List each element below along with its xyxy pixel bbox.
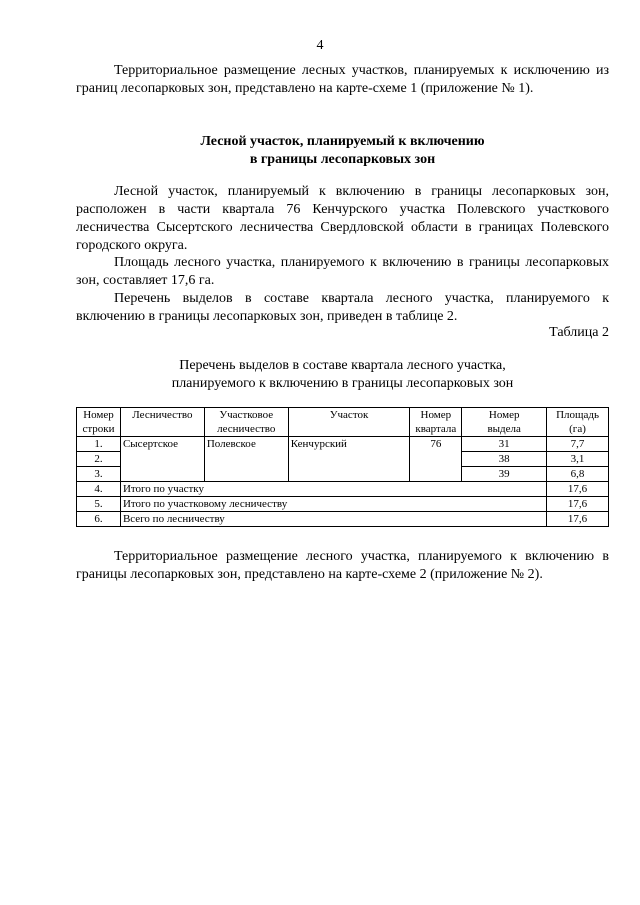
- row-number: 5.: [77, 497, 121, 512]
- row-number: 4.: [77, 482, 121, 497]
- plot-cell: 38: [462, 452, 547, 467]
- page-number: 4: [316, 38, 324, 53]
- table-header-row: [77, 408, 609, 437]
- section-heading-line-2: в границы лесопарковых зон: [249, 152, 436, 167]
- header-district-forestry: Участковое лесничество: [204, 408, 288, 437]
- paragraph-location: Лесной участок, планируемый к включению в границы лесопарковых зон, расположен в части квартала 76 Кенчурского участка Полевского участкового лесничества Сысертского лесничества Свердловской области в границах Полевского городского округа.: [76, 184, 609, 253]
- intro-paragraph: Территориальное размещение лесных участков, планируемых к исключению из границ лесопарковых зон, представлено на карте-схеме 1 (приложение № 1).: [76, 63, 609, 96]
- table-caption-line-2: планируемого к включению в границы лесопарковых зон: [171, 376, 514, 391]
- table-caption: [76, 357, 609, 393]
- table-row: [77, 437, 609, 452]
- table-label: Таблица 2: [549, 325, 609, 340]
- total-label: Всего по лесничеству: [120, 512, 546, 527]
- header-quarter: Номер квартала: [410, 408, 462, 437]
- table-total-row: [77, 482, 609, 497]
- forestry-cell: Сысертское: [120, 437, 204, 482]
- total-area: 17,6: [547, 512, 609, 527]
- section-heading: [76, 133, 609, 169]
- header-row-number: Номер строки: [77, 408, 121, 437]
- closing-paragraph: Территориальное размещение лесного участка, планируемого к включению в границы лесопарковых зон, представлено на карте-схеме 2 (приложение № 2).: [76, 549, 609, 582]
- row-number: 6.: [77, 512, 121, 527]
- area-cell: 3,1: [547, 452, 609, 467]
- section-heading-line-1: Лесной участок, планируемый к включению: [200, 134, 485, 149]
- area-cell: 6,8: [547, 467, 609, 482]
- total-area: 17,6: [547, 482, 609, 497]
- row-number: 1.: [77, 437, 121, 452]
- table-total-row: [77, 512, 609, 527]
- row-number: 3.: [77, 467, 121, 482]
- plot-cell: 39: [462, 467, 547, 482]
- plot-cell: 31: [462, 437, 547, 452]
- total-label: Итого по участковому лесничеству: [120, 497, 546, 512]
- table-caption-line-1: Перечень выделов в составе квартала лесного участка,: [179, 358, 506, 373]
- header-forestry: Лесничество: [120, 408, 204, 437]
- paragraph-list-reference: Перечень выделов в составе квартала лесного участка, планируемого к включению в границы лесопарковых зон, приведен в таблице 2.: [76, 291, 609, 324]
- paragraph-area: Площадь лесного участка, планируемого к включению в границы лесопарковых зон, составляет 17,6 га.: [76, 255, 609, 288]
- district-forestry-cell: Полевское: [204, 437, 288, 482]
- row-number: 2.: [77, 452, 121, 467]
- section-cell: Кенчурский: [288, 437, 410, 482]
- plots-table: [76, 407, 609, 527]
- header-section: Участок: [288, 408, 410, 437]
- quarter-cell: 76: [410, 437, 462, 482]
- table-total-row: [77, 497, 609, 512]
- header-plot: Номер выдела: [462, 408, 547, 437]
- total-label: Итого по участку: [120, 482, 546, 497]
- area-cell: 7,7: [547, 437, 609, 452]
- total-area: 17,6: [547, 497, 609, 512]
- header-area: Площадь (га): [547, 408, 609, 437]
